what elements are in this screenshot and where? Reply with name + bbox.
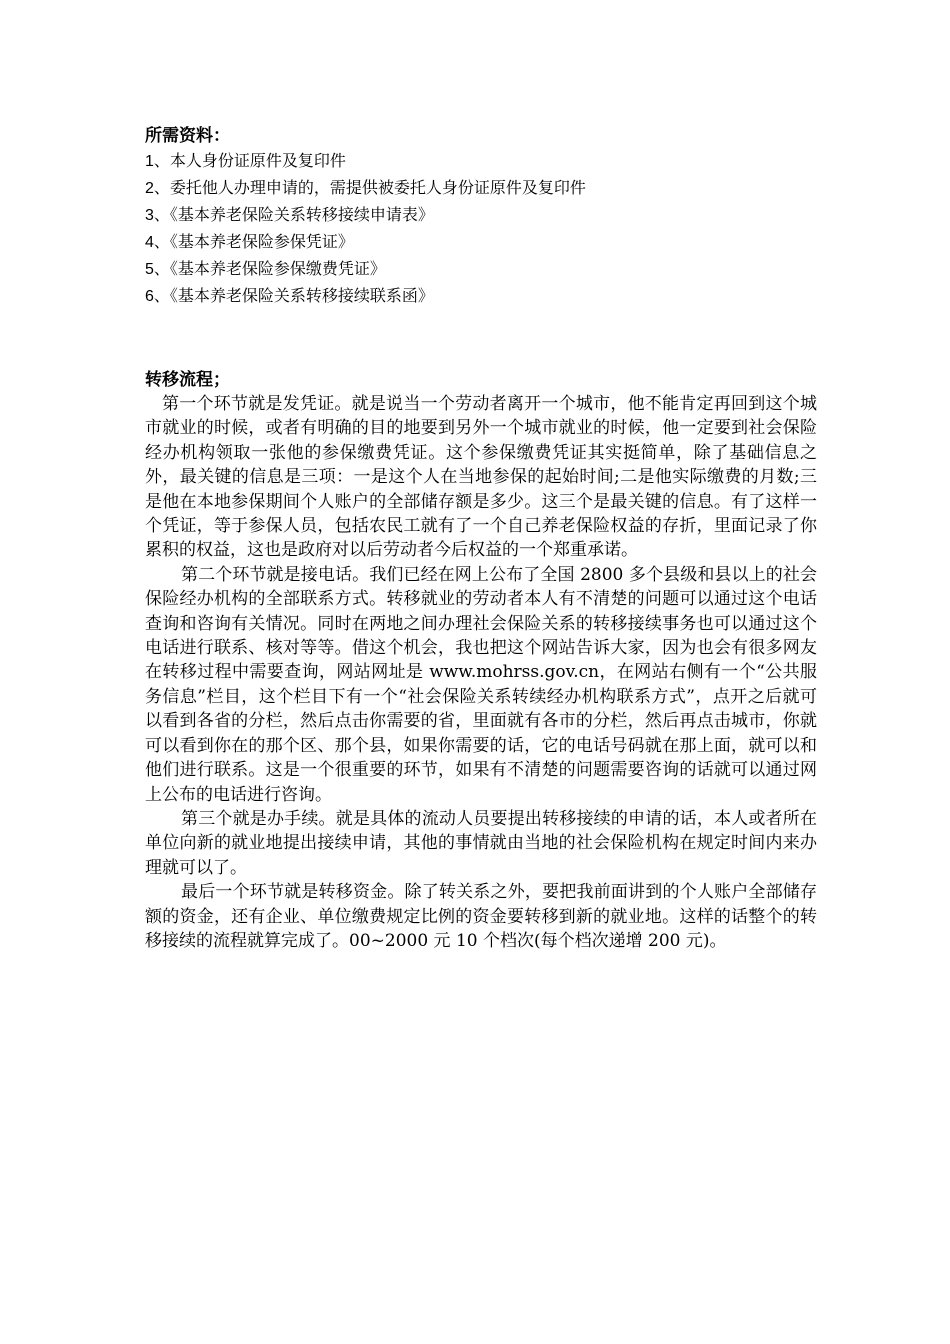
list-item — [145, 256, 817, 283]
paragraph-step-4: 最后一个环节就是转移资金。除了转关系之外，要把我前面讲到的个人账户全部储存额的资金，还有企业、单位缴费规定比例的资金要转移到新的就业地。这样的话整个的转移接续的流程就算完成了。00~2000 元 10 个档次(每个档次递增 200 元)。 — [145, 882, 817, 951]
requirements-heading: 所需资料： — [145, 126, 230, 146]
requirements-list — [145, 148, 817, 310]
item-number: 4 — [145, 234, 154, 251]
list-item — [145, 229, 817, 256]
process-section — [145, 368, 817, 953]
list-item — [145, 202, 817, 229]
item-number: 3 — [145, 207, 154, 224]
process-heading: 转移流程； — [145, 370, 230, 390]
item-text: 、《基本养老保险参保缴费凭证》 — [153, 259, 386, 278]
item-text: 、本人身份证原件及复印件 — [153, 151, 346, 170]
item-text: 、委托他人办理申请的，需提供被委托人身份证原件及复印件 — [153, 178, 586, 197]
paragraph-step-3: 第三个就是办手续。就是具体的流动人员要提出转移接续的申请的话，本人或者所在单位向新的就业地提出接续申请，其他的事情就由当地的社会保险机构在规定时间内来办理就可以了。 — [145, 808, 817, 878]
item-text: 、《基本养老保险关系转移接续联系函》 — [153, 286, 434, 305]
item-text: 、《基本养老保险关系转移接续申请表》 — [153, 205, 434, 224]
list-item — [145, 175, 817, 202]
list-item — [145, 148, 817, 175]
item-number: 1 — [145, 153, 154, 170]
item-text: 、《基本养老保险参保凭证》 — [153, 232, 354, 251]
document-body — [145, 124, 817, 953]
requirements-section — [145, 124, 817, 310]
section-gap — [145, 310, 817, 368]
item-number: 2 — [145, 180, 154, 197]
list-item — [145, 283, 817, 310]
item-number: 5 — [145, 261, 154, 278]
paragraph-step-1: 第一个环节就是发凭证。就是说当一个劳动者离开一个城市，他不能肯定再回到这个城市就业的时候，或者有明确的目的地要到另外一个城市就业的时候，他一定要到社会保险经办机构领取一张他的参保缴费凭证。这个参保缴费凭证其实挺简单，除了基础信息之外，最关键的信息是三项：一是这个人在当地参保的起始时间;二是他实际缴费的月数;三是他在本地参保期间个人账户的全部储存额是多少。这三个是最关键的信息。有了这样一个凭证，等于参保人员，包括农民工就有了一个自己养老保险权益的存折，里面记录了你累积的权益，这也是政府对以后劳动者今后权益的一个郑重承诺。 — [145, 394, 817, 561]
paragraph-step-2: 第二个环节就是接电话。我们已经在网上公布了全国 2800 多个县级和县以上的社会保险经办机构的全部联系方式。转移就业的劳动者本人有不清楚的问题可以通过这个电话查询和咨询有关情况。同时在两地之间办理社会保险关系的转移接续事务也可以通过这个电话进行联系、核对等等。借这个机会，我也把这个网站告诉大家，因为也会有很多网友在转移过程中需要查询，网站网址是 www.mohrss.gov.cn，在网站右侧有一个“公共服务信息”栏目，这个栏目下有一个“社会保险关系转续经办机构联系方式”，点开之后就可以看到各省的分栏，然后点击你需要的省，里面就有各市的分栏，然后再点击城市，你就可以看到你在的那个区、那个县，如果你需要的话，它的电话号码就在那上面，就可以和他们进行联系。这是一个很重要的环节，如果有不清楚的问题需要咨询的话就可以通过网上公布的电话进行咨询。 — [145, 564, 817, 805]
item-number: 6 — [145, 288, 154, 305]
